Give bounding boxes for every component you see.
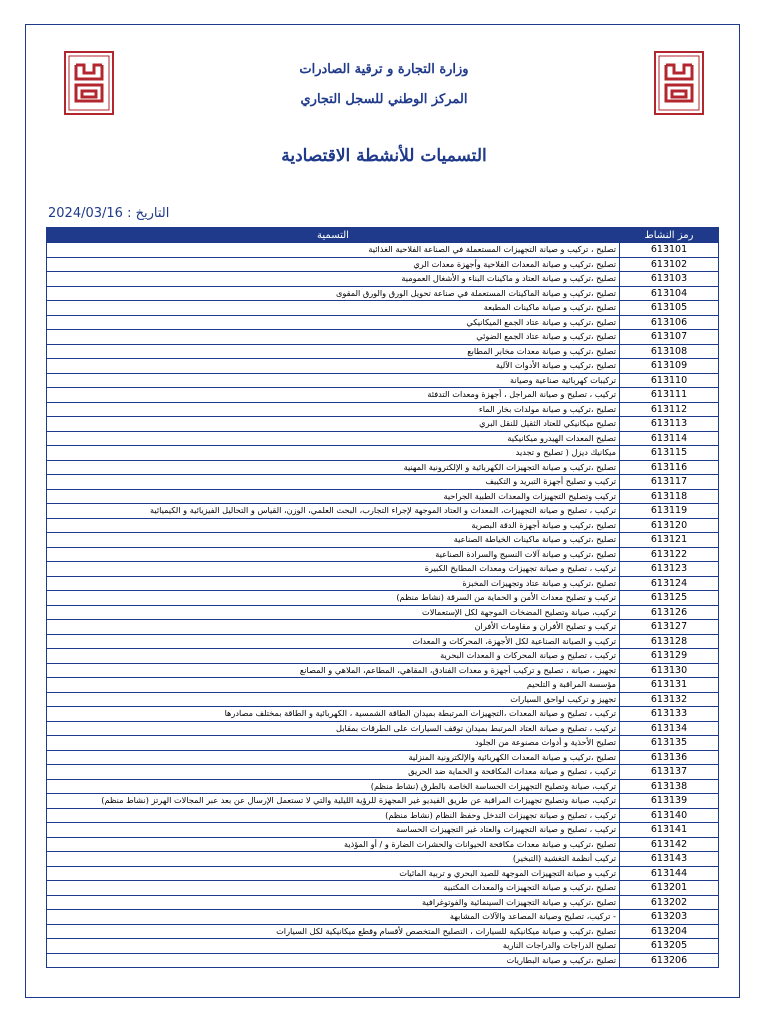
activity-code: 613127 [620, 620, 719, 635]
activity-code: 613119 [620, 504, 719, 519]
activity-code: 613205 [620, 939, 719, 954]
activity-name: تصليح ،تركيب و صيانة عتاد الجمع الميكانيكي [47, 315, 620, 330]
table-row [47, 460, 719, 475]
table-row [47, 605, 719, 620]
activity-name: تصليح ،تركيب و صيانة الأدوات الآلية [47, 359, 620, 374]
table-row [47, 518, 719, 533]
activity-code: 613106 [620, 315, 719, 330]
table-row [47, 736, 719, 751]
table-row [47, 417, 719, 432]
table-row [47, 301, 719, 316]
activity-name: تصليح ،تركيب و صيانة عتاد الجمع الضوئي [47, 330, 620, 345]
activity-code: 613134 [620, 721, 719, 736]
table-row [47, 750, 719, 765]
activity-name: تجهيز ، صيانة ، تصليح و تركيب أجهزة و معدات الفنادق، المقاهي، المطاعم، الملاهي و المصانع [47, 663, 620, 678]
activity-name: تصليح ،تركيب و صيانة البطاريات [47, 953, 620, 968]
activity-name: تصليح ،تركيب و صيانة عتاد وتجهيزات المخبزة [47, 576, 620, 591]
activity-name: تركيب، صيانة وتصليح المضخات الموجهة لكل الإستعمالات [47, 605, 620, 620]
activity-name: تصليح ،تركيب و صيانة التجهيزات والمعدات المكتبية [47, 881, 620, 896]
activity-code: 613123 [620, 562, 719, 577]
table-row [47, 533, 719, 548]
activity-code: 613121 [620, 533, 719, 548]
table-row [47, 315, 719, 330]
activity-name: تركيب ، تصليح و صيانة المراجل ، أجهزة ومعدات التدفئة [47, 388, 620, 403]
activity-name: تركيب ، تصليح و صيانة التجهيزات والعتاد غير التجهيزات الحساسة [47, 823, 620, 838]
activity-name: تركيب ، تصليح و صيانة تجهيزات التدخل وحفظ النظام (نشاط منظم) [47, 808, 620, 823]
activity-name: تصليح ،تركيب و صيانة المعدات الفلاحية وأجهزة معدات الري [47, 257, 620, 272]
table-row [47, 881, 719, 896]
activity-code: 613204 [620, 924, 719, 939]
activity-code: 613203 [620, 910, 719, 925]
table-row [47, 678, 719, 693]
activity-code: 613202 [620, 895, 719, 910]
activity-name: تركيب ، تصليح و صيانة المحركات و المعدات البحرية [47, 649, 620, 664]
activity-code: 613130 [620, 663, 719, 678]
activity-code: 613111 [620, 388, 719, 403]
activity-name: تركيب و تصليح أجهزة التبريد و التكييف [47, 475, 620, 490]
activity-name: تركيب وتصليح التجهيزات والمعدات الطبية الجراحية [47, 489, 620, 504]
table-row [47, 243, 719, 258]
activity-code: 613206 [620, 953, 719, 968]
activity-name: تركيب، صيانة وتصليح تجهيزات المراقبة عن طريق الفيديو غير المجهزة للرؤية الليلية والتي لا تستعمل الإرسال عن بعد عبر المجالات الهرتز (نشاط منظم) [47, 794, 620, 809]
activity-name: تركيب و تصليح الأفران و مقاومات الأفران [47, 620, 620, 635]
table-row [47, 272, 719, 287]
activity-name: تصليح ،تركيب و صيانة العتاد و ماكينات البناء و الأشغال العمومية [47, 272, 620, 287]
activity-name: تصليح ،تركيب و صيانة معدات مكافحة الحيوانات والحشرات الضارة و / أو المؤذية [47, 837, 620, 852]
activity-code: 613109 [620, 359, 719, 374]
activity-code: 613118 [620, 489, 719, 504]
activity-code: 613144 [620, 866, 719, 881]
activity-code: 613143 [620, 852, 719, 867]
activity-code: 613113 [620, 417, 719, 432]
activity-code: 613129 [620, 649, 719, 664]
activity-name: تركيب و تصليح معدات الأمن و الحماية من السرقة (نشاط منظم) [47, 591, 620, 606]
activity-code: 613103 [620, 272, 719, 287]
table-row [47, 257, 719, 272]
table-row [47, 330, 719, 345]
cnrc-logo-right [654, 51, 704, 115]
table-row [47, 576, 719, 591]
activity-code: 613141 [620, 823, 719, 838]
cnrc-logo-left [64, 51, 114, 115]
activity-name: تركيب ، تصليح و صيانة تجهيزات ومعدات المطابخ الكبيرة [47, 562, 620, 577]
table-row [47, 547, 719, 562]
table-row [47, 562, 719, 577]
activity-code: 613122 [620, 547, 719, 562]
activity-code: 613104 [620, 286, 719, 301]
activity-name: تصليح ،تركيب و صيانة التجهيزات السينمائية والفوتوغرافية [47, 895, 620, 910]
activity-name: مؤسسة المراقبة و التلحيم [47, 678, 620, 693]
activity-name: تصليح ،تركيب و صيانة ماكينات المطبعة [47, 301, 620, 316]
activity-name: تجهيز و تركيب لواحق السيارات [47, 692, 620, 707]
table-row [47, 823, 719, 838]
activity-code: 613125 [620, 591, 719, 606]
table-row [47, 649, 719, 664]
activity-code: 613135 [620, 736, 719, 751]
activity-code: 613131 [620, 678, 719, 693]
activity-code: 613108 [620, 344, 719, 359]
activity-code: 613112 [620, 402, 719, 417]
table-header-row [47, 228, 719, 243]
table-row [47, 779, 719, 794]
activity-name: تصليح ،تركيب و صيانة ماكينات الخياطة الصناعية [47, 533, 620, 548]
activity-name: تصليح ،تركيب و صيانة الماكينات المستعملة في صناعة تحويل الورق والورق المقوى [47, 286, 620, 301]
activity-code: 613139 [620, 794, 719, 809]
activity-name: تركيب، صيانة وتصليح التجهيزات الحساسة الخاصة بالطرق (نشاط منظم) [47, 779, 620, 794]
document-title: التسميات للأنشطة الاقتصادية [281, 146, 487, 166]
table-row [47, 663, 719, 678]
activity-name: تصليح ، تركيب و صيانة التجهيزات المستعملة في الصناعة الفلاحية الغذائية [47, 243, 620, 258]
ministry-name: وزارة التجارة و ترقية الصادرات [299, 62, 469, 77]
table-row [47, 431, 719, 446]
activity-code: 613110 [620, 373, 719, 388]
table-row [47, 359, 719, 374]
table-row [47, 489, 719, 504]
activity-code: 613133 [620, 707, 719, 722]
activity-name: تصليح ،تركيب و صيانة ميكانيكية للسيارات ، التصليح المتخصص لأقسام وقطع ميكانيكية لكل السيارات [47, 924, 620, 939]
activity-name: تصليح ،تركيب و صيانة أجهزة الدقة البصرية [47, 518, 620, 533]
activity-code: 613101 [620, 243, 719, 258]
activity-name: ميكانيك ديزل ( تصليح و تجديد [47, 446, 620, 461]
table-row [47, 721, 719, 736]
activity-name: تركيب أنظمة التغشية (التبخير) [47, 852, 620, 867]
activity-name: تركيب و صيانة التجهيزات الموجهة للصيد البحري و تربية المائيات [47, 866, 620, 881]
activity-name: - تركيب، تصليح وصيانة المصاعد والآلات المشابهة [47, 910, 620, 925]
table-row [47, 707, 719, 722]
table-row [47, 591, 719, 606]
table-row [47, 634, 719, 649]
activity-name: تصليح ،تركيب و صيانة التجهيزات الكهربائية و الإلكترونية المهنية [47, 460, 620, 475]
activity-code: 613114 [620, 431, 719, 446]
activity-code: 613138 [620, 779, 719, 794]
activity-code: 613117 [620, 475, 719, 490]
table-row [47, 286, 719, 301]
activity-name: تصليح المعدات الهيدرو ميكانيكية [47, 431, 620, 446]
activity-name: تركيب ، تصليح و صيانة معدات المكافحة و الحماية ضد الحريق [47, 765, 620, 780]
table-row [47, 924, 719, 939]
table-row [47, 895, 719, 910]
activities-table [46, 227, 719, 968]
table-row [47, 837, 719, 852]
table-row [47, 765, 719, 780]
activity-code: 613102 [620, 257, 719, 272]
activity-name: تركيب ، تصليح و صيانة العتاد المرتبط بميدان توقف السيارات على الطرقات بمقابل [47, 721, 620, 736]
activity-name: تركيب ، تصليح و صيانة التجهيزات، المعدات و العتاد الموجهة لإجراء التجارب، البحث العلمي، الوزن، القياس و التحاليل الفيزيائية و الكيميائية [47, 504, 620, 519]
activity-code: 613140 [620, 808, 719, 823]
table-row [47, 692, 719, 707]
table-row [47, 446, 719, 461]
table-row [47, 388, 719, 403]
activity-code: 613137 [620, 765, 719, 780]
activity-name: تركيب ، تصليح و صيانة المعدات ،التجهيزات المرتبطة بميدان الطاقة الشمسية ، الكهربائية و الطاقة بمختلف مصادرها [47, 707, 620, 722]
table-row [47, 475, 719, 490]
activity-name: تركيبات كهربائية صناعية وصيانة [47, 373, 620, 388]
table-row [47, 794, 719, 809]
table-row [47, 939, 719, 954]
table-row [47, 344, 719, 359]
activity-code: 613105 [620, 301, 719, 316]
table-row [47, 620, 719, 635]
activity-code: 613126 [620, 605, 719, 620]
activity-name: تصليح الأحذية و أدوات مصنوعة من الجلود [47, 736, 620, 751]
activity-code: 613142 [620, 837, 719, 852]
activity-name: تصليح ،تركيب و صيانة مولدات بخار الماء [47, 402, 620, 417]
table-row [47, 402, 719, 417]
activity-name: تصليح ،تركيب و صيانة المعدات الكهربائية والإلكترونية المنزلية [47, 750, 620, 765]
activity-code: 613136 [620, 750, 719, 765]
table-row [47, 808, 719, 823]
table-row [47, 953, 719, 968]
activity-code: 613116 [620, 460, 719, 475]
center-name: المركز الوطني للسجل التجاري [300, 92, 468, 107]
table-row [47, 373, 719, 388]
activity-code: 613107 [620, 330, 719, 345]
activity-name: تصليح ميكانيكي للعتاد الثقيل للنقل البري [47, 417, 620, 432]
date-label: التاريخ : 2024/03/16 [48, 206, 170, 221]
column-header-code: رمز النشاط [620, 228, 719, 243]
table-row [47, 852, 719, 867]
activity-code: 613201 [620, 881, 719, 896]
table-row [47, 504, 719, 519]
column-header-name: التسمية [47, 228, 620, 243]
table-row [47, 910, 719, 925]
table-row [47, 866, 719, 881]
activity-code: 613120 [620, 518, 719, 533]
activity-name: تصليح ،تركيب و صيانة معدات مخابر المطابع [47, 344, 620, 359]
activity-code: 613124 [620, 576, 719, 591]
activity-code: 613132 [620, 692, 719, 707]
activity-name: تصليح الدراجات والدراجات النارية [47, 939, 620, 954]
activity-name: تصليح ،تركيب و صيانة آلات النسيج والسرادة الصناعية [47, 547, 620, 562]
activity-code: 613128 [620, 634, 719, 649]
activity-name: تركيب و الصيانة الصناعية لكل الأجهزة، المحركات و المعدات [47, 634, 620, 649]
activity-code: 613115 [620, 446, 719, 461]
